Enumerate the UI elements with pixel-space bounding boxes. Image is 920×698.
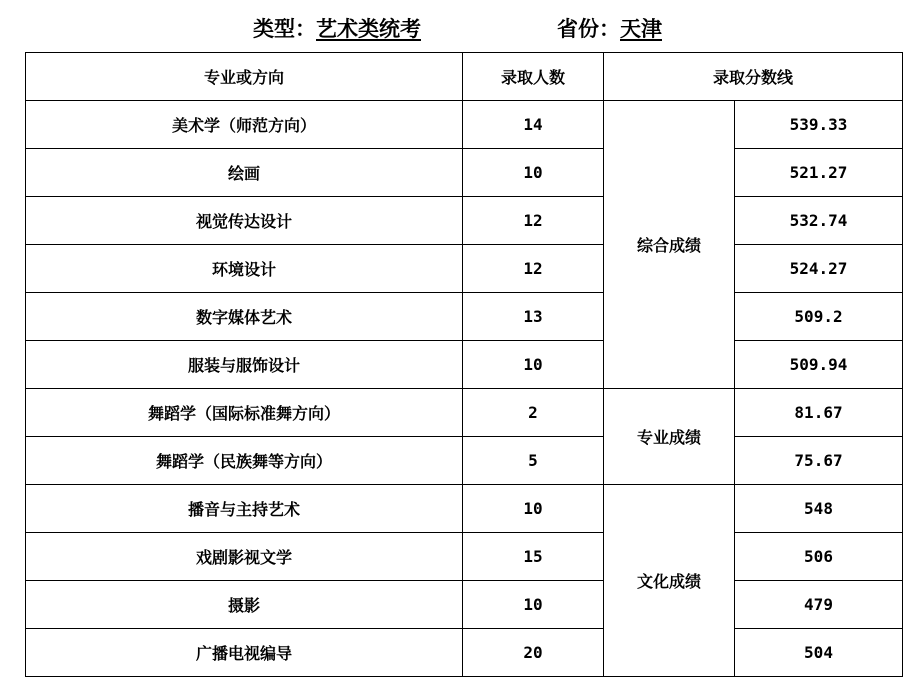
score-type-professional: 专业成绩: [604, 389, 735, 485]
table-row: [26, 437, 903, 485]
score-type-cultural: 文化成绩: [604, 485, 735, 677]
score-cell: 521.27: [735, 149, 903, 197]
count-cell: 12: [463, 197, 604, 245]
exam-type: [253, 13, 421, 43]
count-cell: 13: [463, 293, 604, 341]
table-row: [26, 341, 903, 389]
major-cell: 舞蹈学（国际标准舞方向）: [26, 389, 463, 437]
score-cell: 75.67: [735, 437, 903, 485]
count-cell: 10: [463, 581, 604, 629]
count-cell: 10: [463, 485, 604, 533]
major-cell: 数字媒体艺术: [26, 293, 463, 341]
score-cell: 509.2: [735, 293, 903, 341]
score-cell: 506: [735, 533, 903, 581]
table-row: [26, 629, 903, 677]
table-row: [26, 245, 903, 293]
province: [557, 13, 662, 43]
table-row: [26, 101, 903, 149]
score-cell: 539.33: [735, 101, 903, 149]
major-cell: 环境设计: [26, 245, 463, 293]
score-cell: 509.94: [735, 341, 903, 389]
count-cell: 20: [463, 629, 604, 677]
score-cell: 81.67: [735, 389, 903, 437]
count-cell: 14: [463, 101, 604, 149]
table-row: [26, 581, 903, 629]
major-cell: 戏剧影视文学: [26, 533, 463, 581]
table-row: [26, 293, 903, 341]
count-cell: 5: [463, 437, 604, 485]
admission-score-table: [25, 52, 903, 677]
count-cell: 12: [463, 245, 604, 293]
count-cell: 10: [463, 149, 604, 197]
score-cell: 532.74: [735, 197, 903, 245]
score-cell: 479: [735, 581, 903, 629]
table-header-row: [26, 53, 903, 101]
score-cell: 524.27: [735, 245, 903, 293]
major-cell: 摄影: [26, 581, 463, 629]
table-row: [26, 485, 903, 533]
table-row: [26, 149, 903, 197]
major-cell: 舞蹈学（民族舞等方向）: [26, 437, 463, 485]
table-row: [26, 533, 903, 581]
major-cell: 美术学（师范方向）: [26, 101, 463, 149]
exam-type-value: 艺术类统考: [316, 17, 421, 41]
count-cell: 2: [463, 389, 604, 437]
major-cell: 广播电视编导: [26, 629, 463, 677]
column-header-count: 录取人数: [463, 53, 604, 101]
document-header: [0, 10, 920, 44]
major-cell: 服装与服饰设计: [26, 341, 463, 389]
score-type-composite: 综合成绩: [604, 101, 735, 389]
score-cell: 504: [735, 629, 903, 677]
major-cell: 视觉传达设计: [26, 197, 463, 245]
exam-type-label: 类型：: [253, 17, 316, 41]
count-cell: 10: [463, 341, 604, 389]
count-cell: 15: [463, 533, 604, 581]
column-header-major: 专业或方向: [26, 53, 463, 101]
province-label: 省份：: [557, 17, 620, 41]
province-value: 天津: [620, 17, 662, 41]
major-cell: 绘画: [26, 149, 463, 197]
column-header-score: 录取分数线: [604, 53, 903, 101]
table-row: [26, 197, 903, 245]
score-cell: 548: [735, 485, 903, 533]
major-cell: 播音与主持艺术: [26, 485, 463, 533]
table-row: [26, 389, 903, 437]
